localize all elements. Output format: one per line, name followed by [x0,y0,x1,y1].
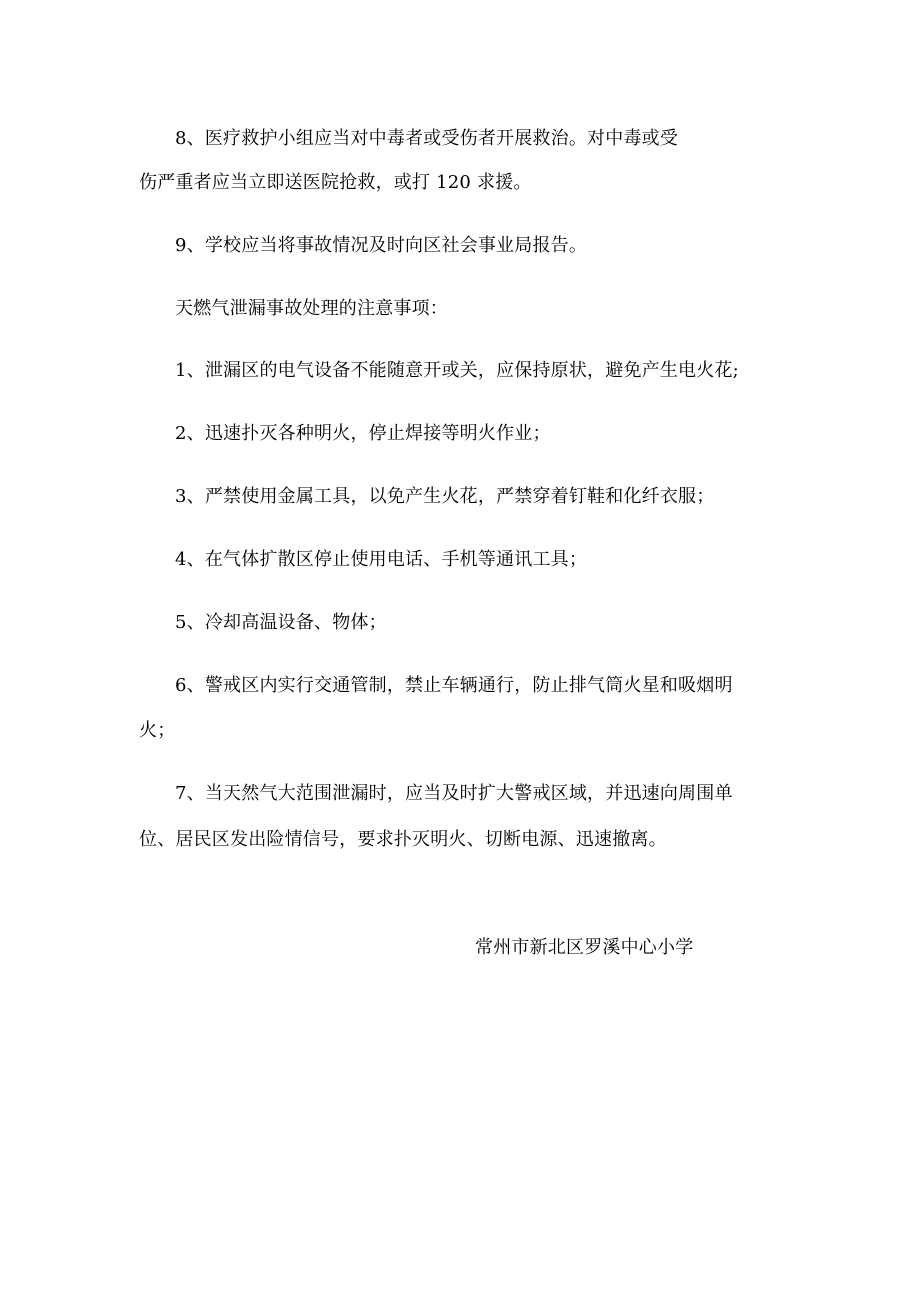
signature: 常州市新北区罗溪中心小学 [475,937,694,958]
item-6-line-1: 6、警戒区内实行交通管制，禁止车辆通行，防止排气筒火星和吸烟明 [175,675,733,696]
item-7-line-2: 位、居民区发出险情信号，要求扑灭明火、切断电源、迅速撤离。 [139,829,667,850]
paragraph-8-line-2: 伤严重者应当立即送医院抢救，或打 120 求援。 [139,172,532,193]
section-heading: 天燃气泄漏事故处理的注意事项： [175,298,448,319]
item-4: 4、在气体扩散区停止使用电话、手机等通讯工具； [175,549,588,570]
item-3: 3、严禁使用金属工具，以免产生火花，严禁穿着钉鞋和化纤衣服； [175,486,715,507]
item-1: 1、泄漏区的电气设备不能随意开或关，应保持原状，避免产生电火花; [175,360,739,381]
item-6-line-2: 火； [139,720,176,741]
paragraph-8-line-1: 8、医疗救护小组应当对中毒者或受伤者开展救治。对中毒或受 [175,128,679,149]
paragraph-9: 9、学校应当将事故情况及时向区社会事业局报告。 [175,235,588,256]
item-5: 5、冷却高温设备、物体； [175,612,387,633]
item-2: 2、迅速扑灭各种明火，停止焊接等明火作业； [175,423,551,444]
item-7-line-1: 7、当天然气大范围泄漏时，应当及时扩大警戒区域，并迅速向周围单 [175,783,733,804]
